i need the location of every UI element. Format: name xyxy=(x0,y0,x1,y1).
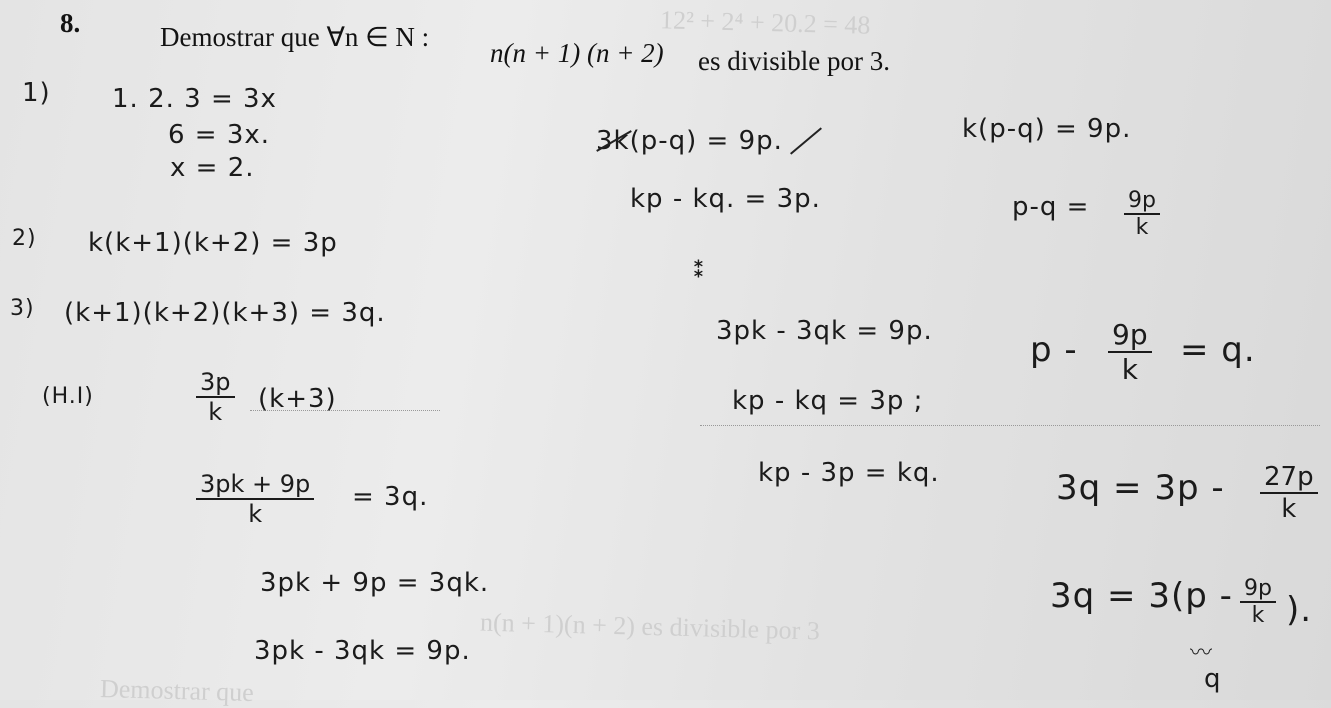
step2-equation: k(k+1)(k+2) = 3p xyxy=(88,228,338,258)
right-eq5-right: ). xyxy=(1286,590,1313,630)
step1-line3: x = 2. xyxy=(170,153,255,183)
induction-hypothesis-label: (H.I) xyxy=(42,384,94,409)
hi-fraction-numerator: 3p xyxy=(196,368,235,398)
cursor-mark: ⁑ xyxy=(693,258,706,283)
fraction2-denominator: k xyxy=(248,500,263,528)
problem-statement-expr: n(n + 1) (n + 2) xyxy=(490,38,664,68)
right-eq2-denominator: k xyxy=(1135,215,1149,240)
right-eq3-fraction xyxy=(1108,318,1152,386)
rule-line xyxy=(700,425,1320,426)
right-eq4-fraction xyxy=(1260,462,1318,524)
step2-label: 2) xyxy=(12,226,37,251)
hi-fraction-denominator: k xyxy=(208,398,223,426)
step1-line2: 6 = 3x. xyxy=(168,120,271,150)
middle-eq1: 3k(p-q) = 9p. xyxy=(596,126,783,156)
right-eq4-numerator: 27p xyxy=(1260,462,1318,494)
left-line-a: 3pk + 9p = 3qk. xyxy=(260,568,490,598)
right-eq5-left: 3q = 3(p - xyxy=(1050,576,1233,616)
right-eq4-left: 3q = 3p - xyxy=(1056,468,1225,508)
right-eq3-numerator: 9p xyxy=(1108,318,1152,353)
right-eq5-numerator: 9p xyxy=(1240,576,1276,603)
right-eq5-denominator: k xyxy=(1251,603,1265,628)
middle-eq3: 3pk - 3qk = 9p. xyxy=(716,316,933,346)
middle-eq2: kp - kq. = 3p. xyxy=(630,184,821,214)
right-eq3-left: p - xyxy=(1030,330,1078,370)
problem-number: 8. xyxy=(60,8,81,38)
ghost-text-top: 12² + 2⁴ + 20.2 = 48 xyxy=(659,5,871,40)
step3-equation: (k+1)(k+2)(k+3) = 3q. xyxy=(64,298,386,328)
ghost-text-bottom: n(n + 1)(n + 2) es divisible por 3 xyxy=(479,607,821,646)
right-eq4-denominator: k xyxy=(1281,494,1297,524)
ghost-text-footer: Demostrar que xyxy=(99,673,255,708)
fraction2-rest: = 3q. xyxy=(352,482,429,512)
problem-statement-suffix: es divisible por 3. xyxy=(698,46,890,76)
right-eq5-under: q xyxy=(1204,664,1222,694)
right-eq2-numerator: 9p xyxy=(1124,188,1160,215)
step1-label: 1) xyxy=(22,78,51,108)
right-eq2-fraction xyxy=(1124,188,1160,240)
middle-eq5: kp - 3p = kq. xyxy=(758,458,940,488)
right-eq5-fraction xyxy=(1240,576,1276,628)
underbrace-mark: 〰 xyxy=(1190,641,1214,666)
step1-line1: 1. 2. 3 = 3x xyxy=(112,84,277,114)
right-eq3-right: = q. xyxy=(1180,330,1256,370)
right-eq1: k(p-q) = 9p. xyxy=(962,114,1132,144)
right-eq2-left: p-q = xyxy=(1012,192,1090,222)
hi-fraction xyxy=(196,368,235,426)
fraction2-numerator: 3pk + 9p xyxy=(196,470,314,500)
left-line-b: 3pk - 3qk = 9p. xyxy=(254,636,471,666)
hi-rest: (k+3) xyxy=(258,384,337,414)
right-eq3-denominator: k xyxy=(1121,353,1138,386)
strikethrough xyxy=(790,127,822,154)
problem-statement-prefix: Demostrar que ∀n ∈ N : xyxy=(160,22,430,52)
middle-eq4: kp - kq = 3p ; xyxy=(732,386,924,416)
fraction-line2 xyxy=(196,470,314,528)
step3-label: 3) xyxy=(10,296,35,321)
